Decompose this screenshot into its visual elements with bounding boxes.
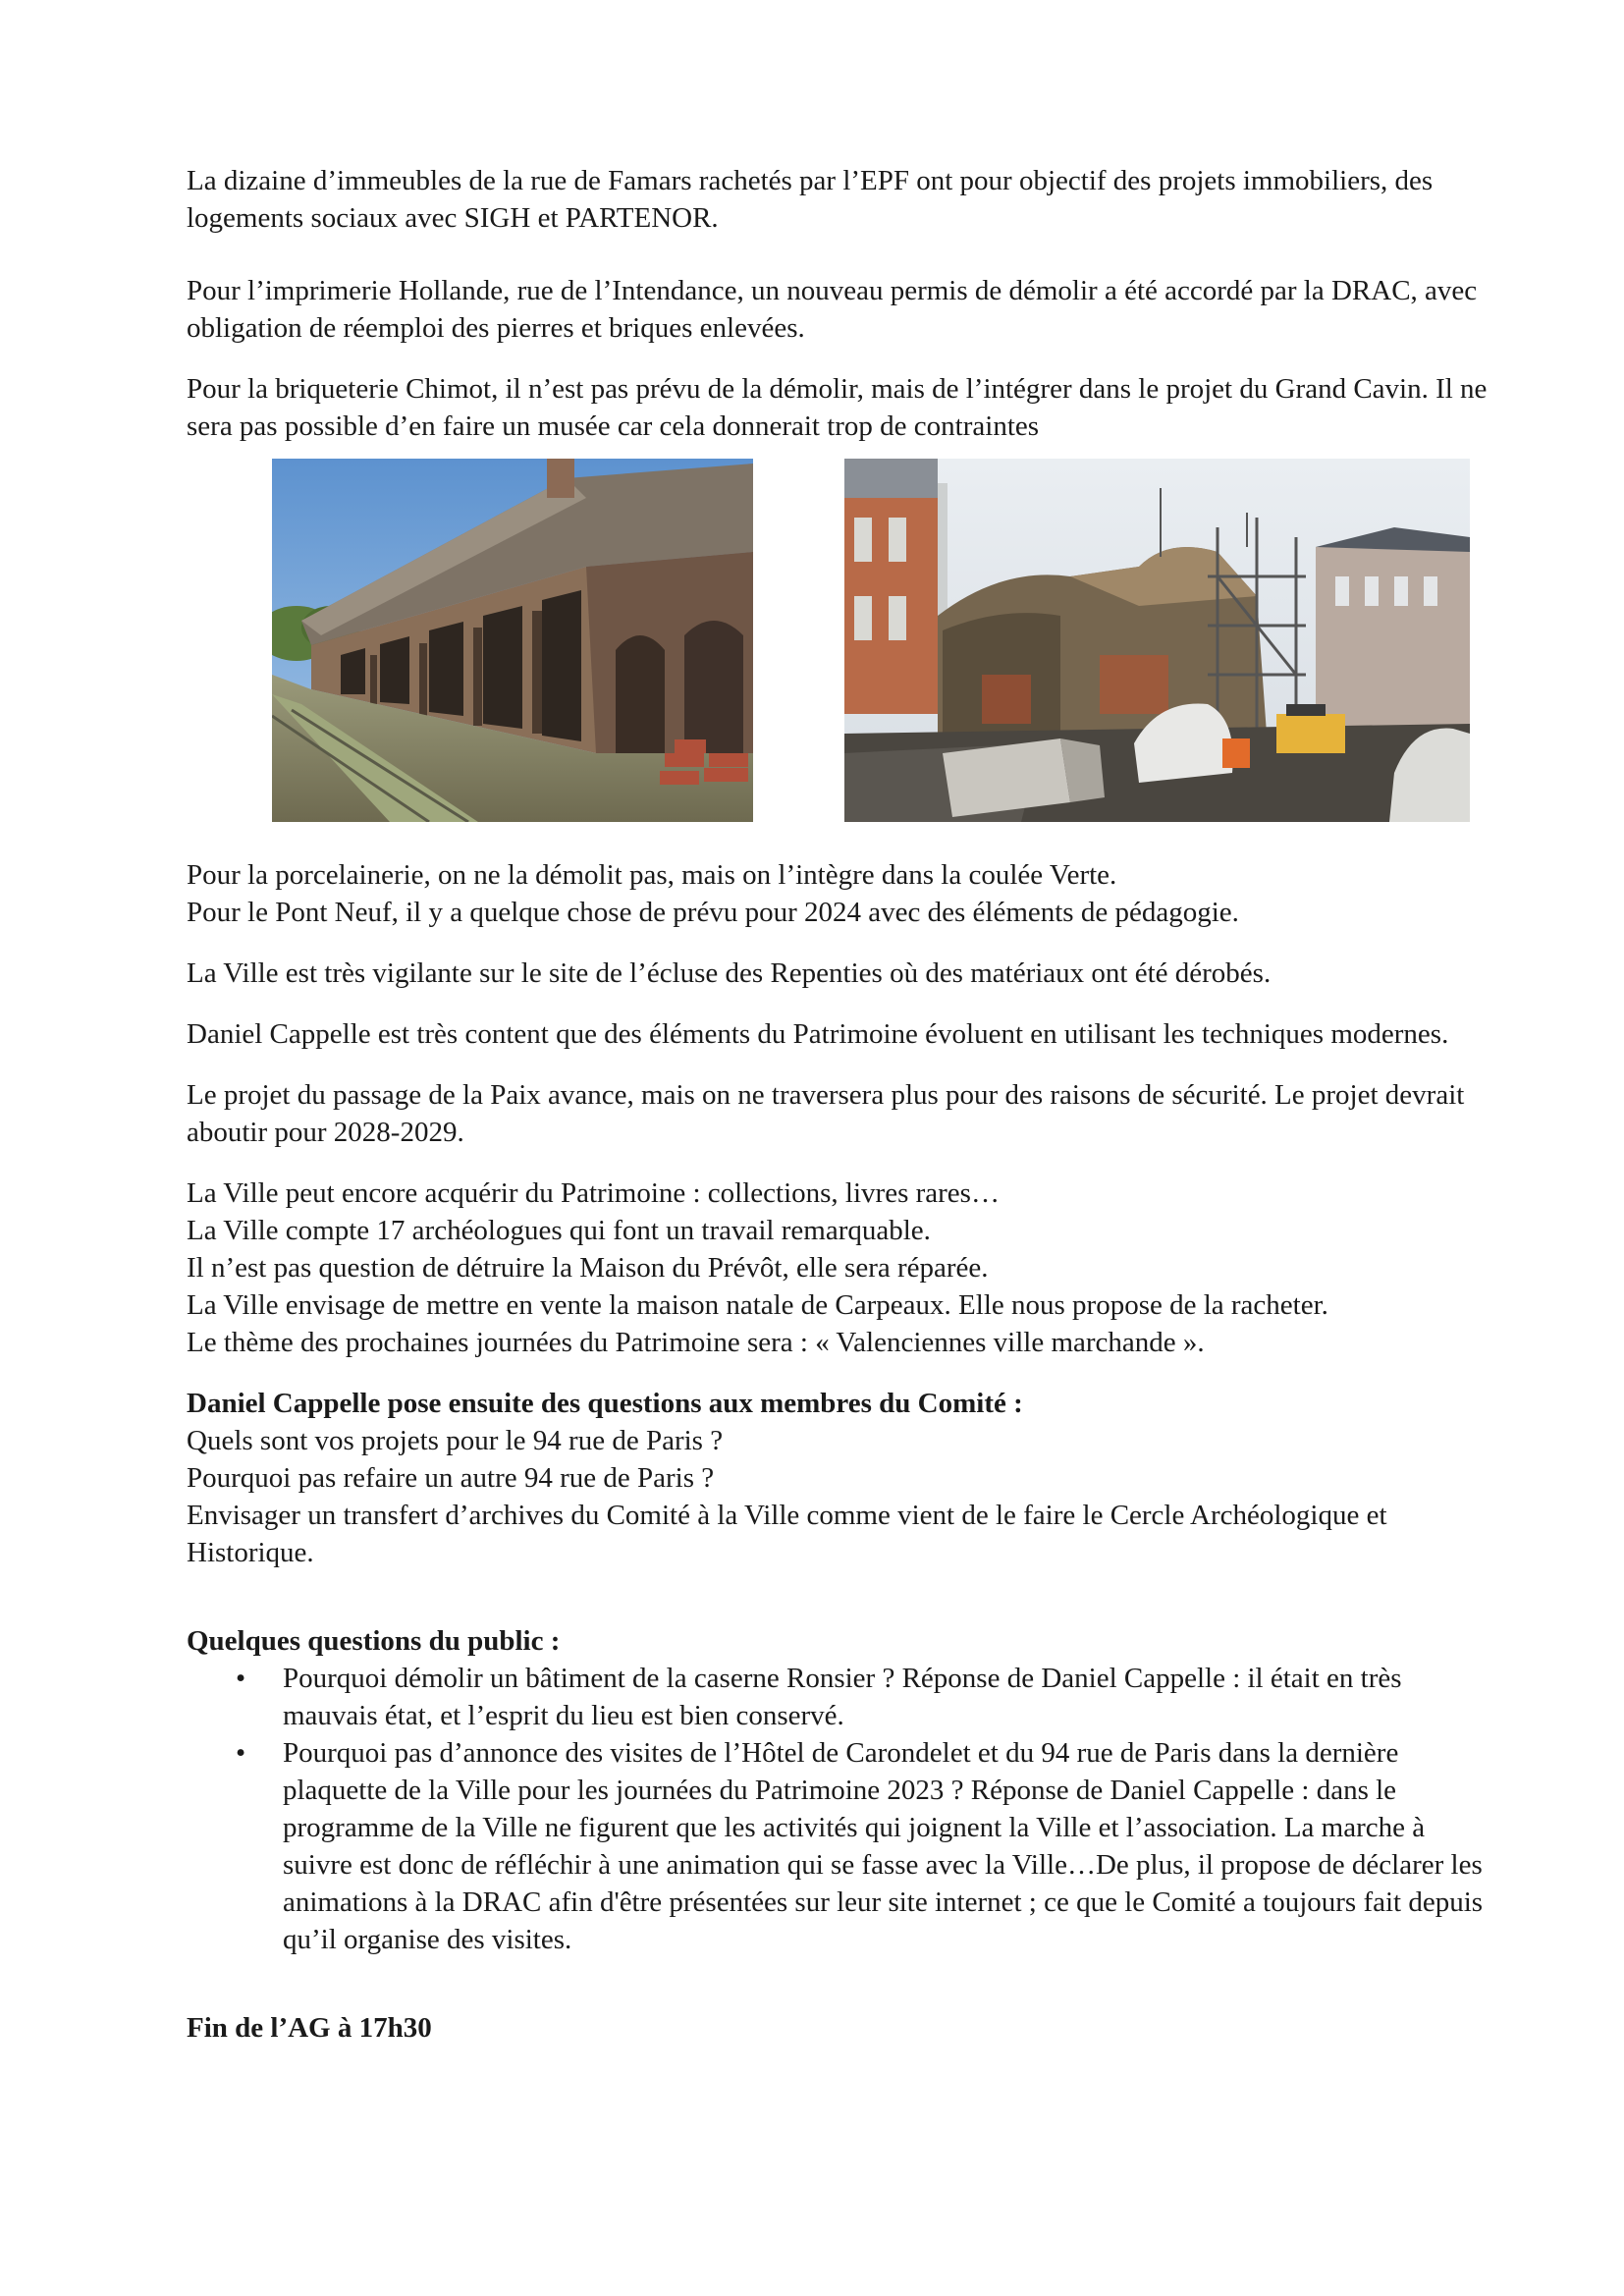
paragraph-imprimerie: Pour l’imprimerie Hollande, rue de l’Intendance, un nouveau permis de démolir a été accordé par la DRAC, avec obligation de réemploi des pierres et briques enlevées.	[187, 275, 1478, 344]
closing-line: Fin de l’AG à 17h30	[187, 2012, 432, 2044]
bullet-icon: •	[236, 1663, 246, 1694]
paragraph-techniques: Daniel Cappelle est très content que des éléments du Patrimoine évoluent en utilisant les techniques modernes.	[187, 1018, 1449, 1050]
list-item-text: Pourquoi pas d’annonce des visites de l’Hôtel de Carondelet et du 94 rue de Paris dans la dernière plaquette de la Ville pour les journées du Patrimoine 2023 ? Réponse de Daniel Cappelle : dans le programme de la Ville ne figurent que les activités qui joignent la Ville et l’association. La marche à suivre est donc de réfléchir à une animation qui se fasse avec la Ville…De plus, il propose de déclarer les animations à la DRAC afin d'être présentées sur leur site internet ; ce que le Comité a toujours fait depuis qu’il organise des visites.	[283, 1737, 1484, 1955]
list-item	[187, 1660, 1492, 1734]
chantier-photo	[844, 459, 1470, 822]
paragraph-pont-neuf: Pour le Pont Neuf, il y a quelque chose de prévu pour 2024 avec des éléments de pédagogie.	[187, 897, 1239, 928]
paragraph-acquisition: La Ville peut encore acquérir du Patrimoine : collections, livres rares…	[187, 1177, 1000, 1209]
public-questions-list	[187, 1660, 1492, 1958]
paragraph-archeologues: La Ville compte 17 archéologues qui font un travail remarquable.	[187, 1215, 931, 1246]
paragraph-carpeaux: La Ville envisage de mettre en vente la maison natale de Carpeaux. Elle nous propose de la racheter.	[187, 1289, 1328, 1321]
section-heading-comite: Daniel Cappelle pose ensuite des questions aux membres du Comité :	[187, 1388, 1023, 1419]
paragraph-prevot: Il n’est pas question de détruire la Maison du Prévôt, elle sera réparée.	[187, 1252, 989, 1284]
document-page	[187, 162, 1492, 2047]
briqueterie-photo	[272, 459, 753, 822]
question-comite-2: Pourquoi pas refaire un autre 94 rue de Paris ?	[187, 1462, 715, 1494]
photo-row	[187, 459, 1492, 856]
paragraph-famars: La dizaine d’immeubles de la rue de Famars rachetés par l’EPF ont pour objectif des projets immobiliers, des logements sociaux avec SIGH et PARTENOR.	[187, 165, 1434, 234]
paragraph-journees: Le thème des prochaines journées du Patrimoine sera : « Valenciennes ville marchande ».	[187, 1327, 1205, 1358]
bullet-icon: •	[236, 1737, 246, 1769]
paragraph-briqueterie: Pour la briqueterie Chimot, il n’est pas prévu de la démolir, mais de l’intégrer dans le projet du Grand Cavin. Il ne sera pas possible d’en faire un musée car cela donnerait trop de contraintes	[187, 373, 1488, 442]
paragraph-ecluse: La Ville est très vigilante sur le site de l’écluse des Repenties où des matériaux ont été dérobés.	[187, 957, 1272, 989]
paragraph-porcelainerie: Pour la porcelainerie, on ne la démolit pas, mais on l’intègre dans la coulée Verte.	[187, 859, 1117, 891]
list-item	[187, 1734, 1492, 1958]
list-item-text: Pourquoi démolir un bâtiment de la caserne Ronsier ? Réponse de Daniel Cappelle : il était en très mauvais état, et l’esprit du lieu est bien conservé.	[283, 1663, 1402, 1731]
paragraph-passage-paix: Le projet du passage de la Paix avance, mais on ne traversera plus pour des raisons de sécurité. Le projet devrait aboutir pour 2028-2029.	[187, 1079, 1465, 1148]
question-comite-3: Envisager un transfert d’archives du Comité à la Ville comme vient de le faire le Cercle Archéologique et Historique.	[187, 1500, 1387, 1568]
section-heading-public: Quelques questions du public :	[187, 1625, 561, 1657]
question-comite-1: Quels sont vos projets pour le 94 rue de Paris ?	[187, 1425, 724, 1456]
